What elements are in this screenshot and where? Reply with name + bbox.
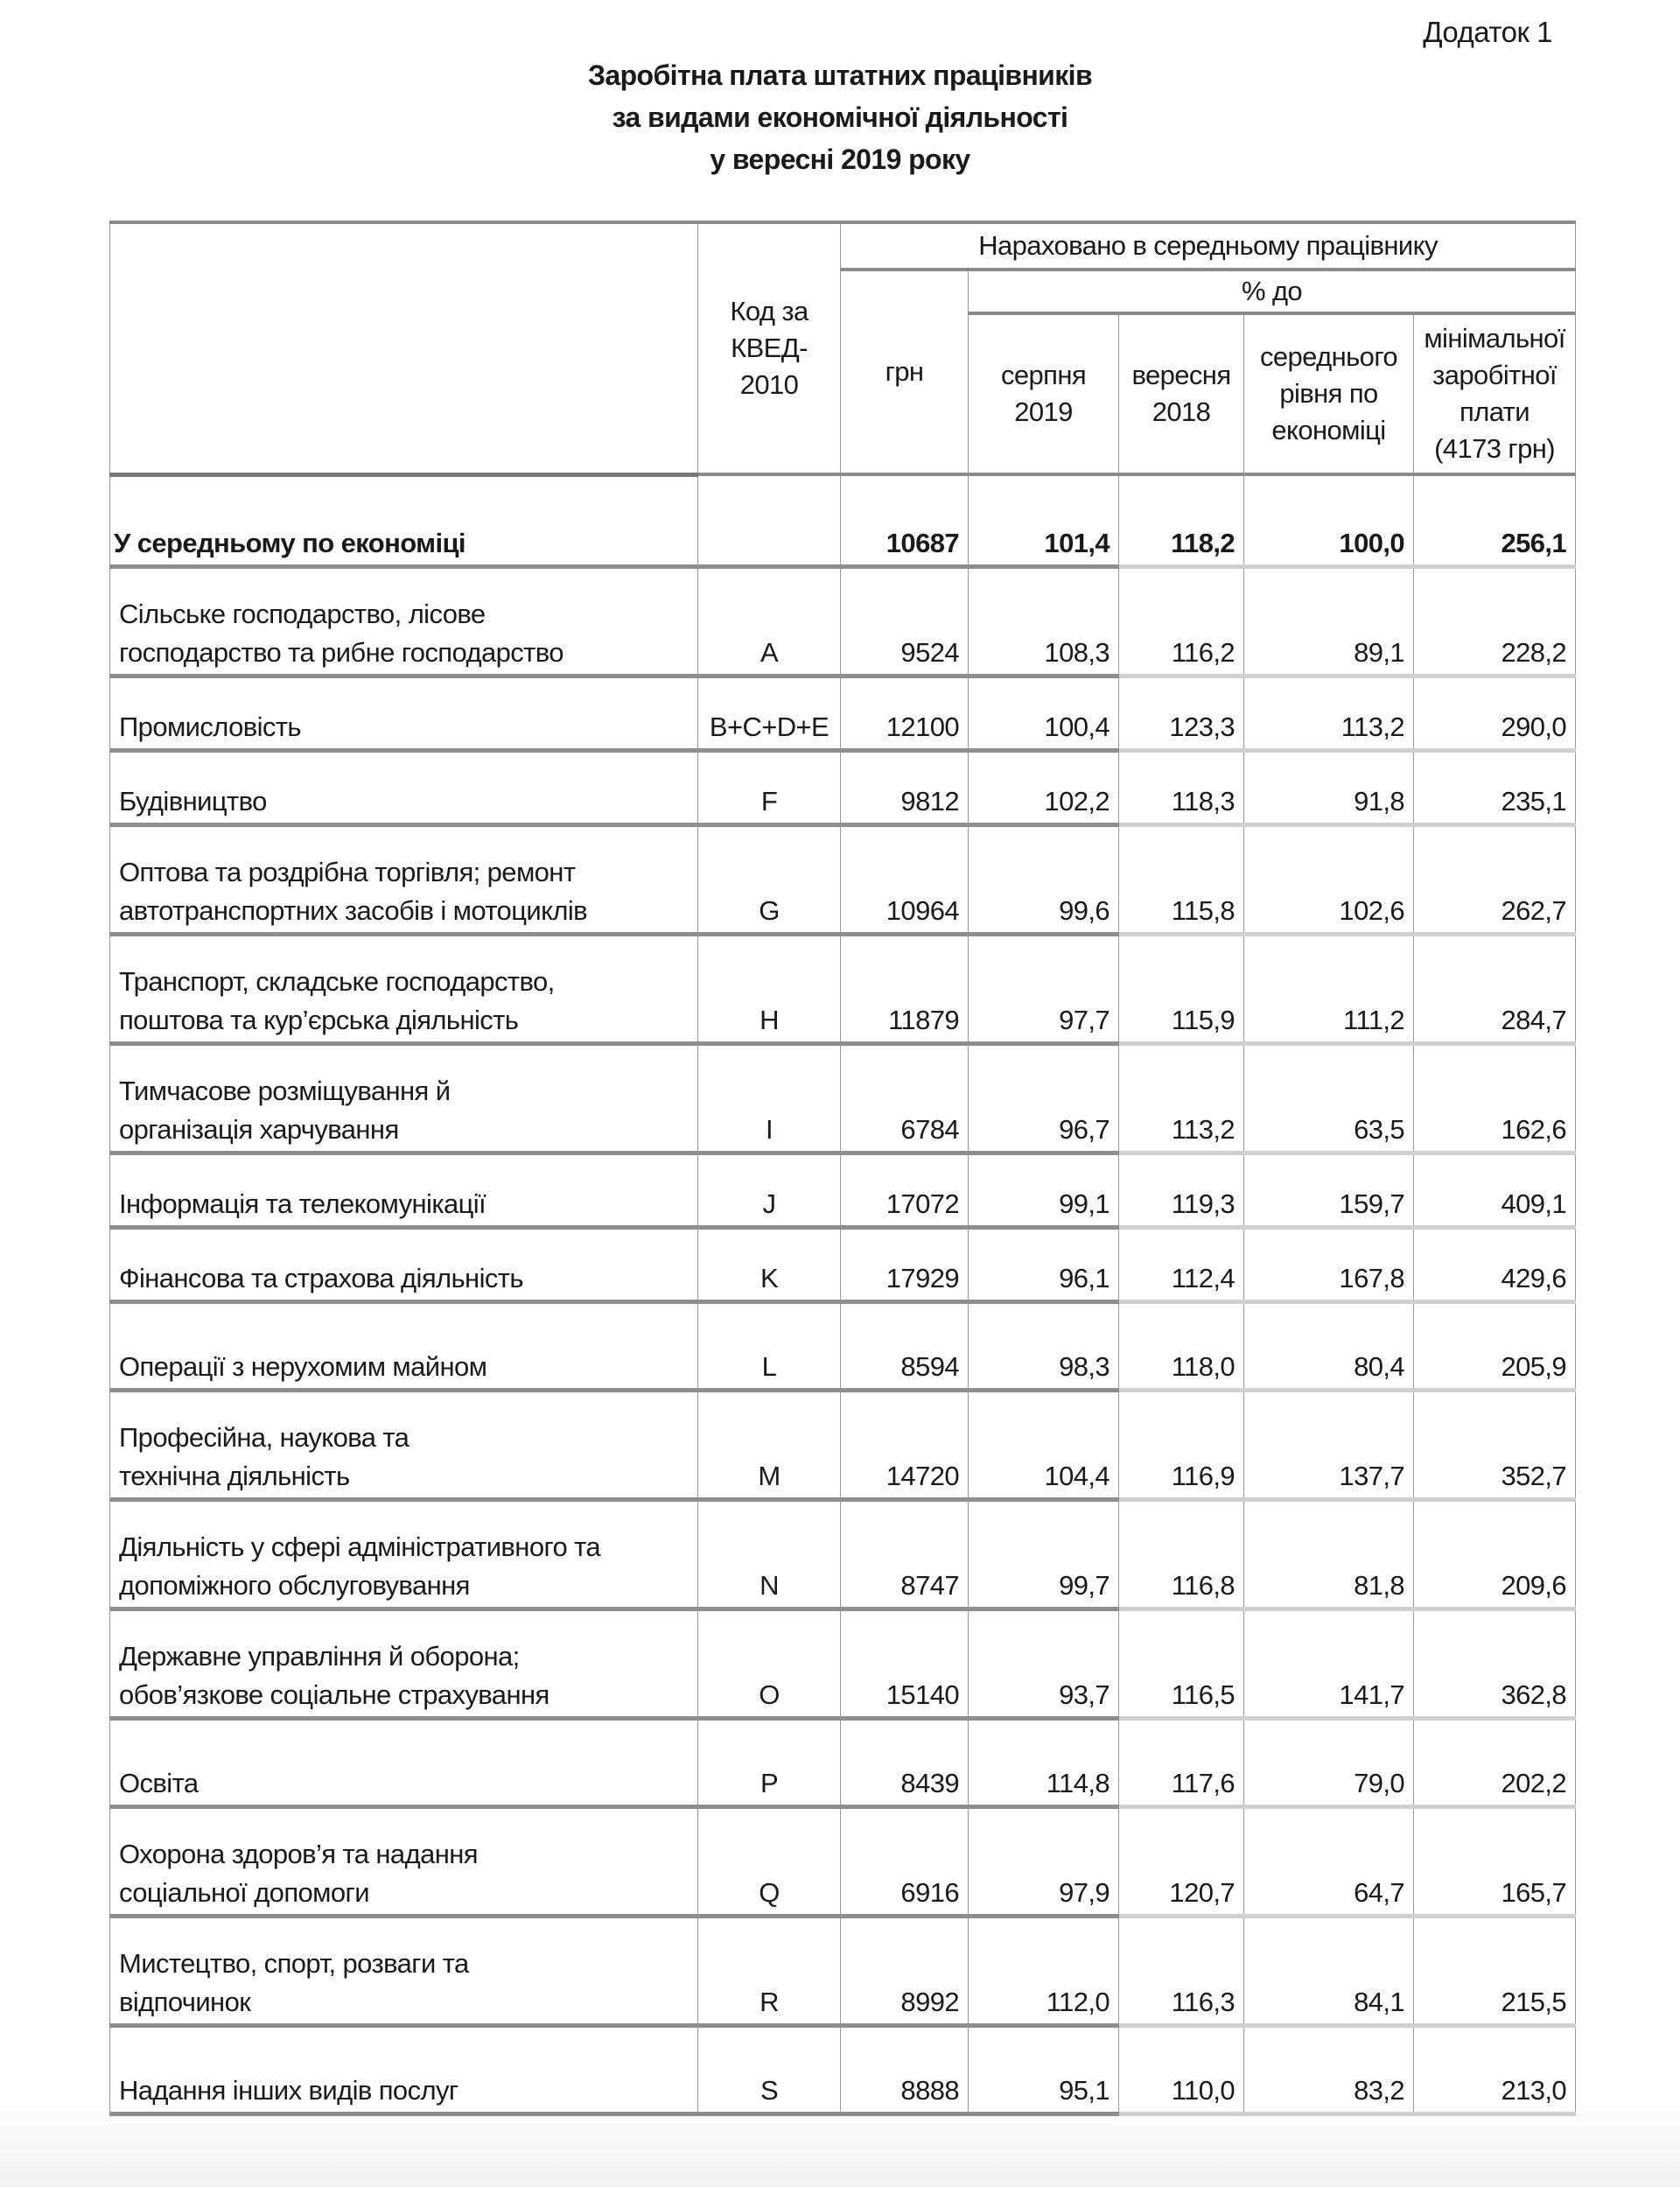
pct-aug2019: 108,3 xyxy=(969,566,1119,676)
pct-min-wage: 228,2 xyxy=(1414,566,1576,676)
pct-aug2019: 100,4 xyxy=(969,676,1119,750)
table-row xyxy=(110,1153,1576,1227)
pct-aug2019: 112,0 xyxy=(969,1916,1119,2025)
pct-min-wage: 215,5 xyxy=(1414,1916,1576,2025)
pct-sep2018: 110,0 xyxy=(1119,2025,1244,2113)
pct-avg-economy: 141,7 xyxy=(1244,1609,1414,1718)
pct-sep2018: 119,3 xyxy=(1119,1153,1244,1227)
pct-avg-economy: 91,8 xyxy=(1244,750,1414,824)
activity-name xyxy=(110,2025,698,2113)
table-row xyxy=(110,1301,1576,1390)
pct-avg-economy: 102,6 xyxy=(1244,824,1414,934)
salary-uah: 8992 xyxy=(841,1916,969,2025)
activity-name-line: Сільське господарство, лісове xyxy=(119,598,486,629)
activity-name xyxy=(110,934,698,1043)
activity-name-line: Охорона здоров’я та надання xyxy=(119,1838,478,1869)
table-row xyxy=(110,1916,1576,2025)
activity-name-line: Діяльність у сфері адміністративного та xyxy=(119,1531,601,1562)
table-row xyxy=(110,566,1576,676)
pct-aug2019: 99,6 xyxy=(969,824,1119,934)
activity-name xyxy=(110,1153,698,1227)
pct-min-wage: 213,0 xyxy=(1414,2025,1576,2113)
salary-uah: 8747 xyxy=(841,1499,969,1609)
appendix-label: Додаток 1 xyxy=(1423,16,1552,48)
kved-code: K xyxy=(698,1227,841,1301)
pct-avg-economy: 159,7 xyxy=(1244,1153,1414,1227)
table-row xyxy=(110,1609,1576,1718)
activity-name-line: допоміжного обслуговування xyxy=(119,1569,470,1601)
pct-avg-economy: 89,1 xyxy=(1244,566,1414,676)
activity-name xyxy=(110,1390,698,1499)
salary-uah: 8888 xyxy=(841,2025,969,2113)
header-uah: грн xyxy=(841,270,969,474)
activity-name xyxy=(110,566,698,676)
pct-min-wage: 284,7 xyxy=(1414,934,1576,1043)
activity-name-line: Операції з нерухомим майном xyxy=(119,1350,487,1382)
salary-uah: 10964 xyxy=(841,824,969,934)
activity-name xyxy=(110,1609,698,1718)
pct-aug2019: 99,1 xyxy=(969,1153,1119,1227)
pct-avg-economy: 81,8 xyxy=(1244,1499,1414,1609)
activity-name xyxy=(110,474,698,566)
pct-sep2018: 112,4 xyxy=(1119,1227,1244,1301)
kved-code xyxy=(698,474,841,566)
pct-aug2019: 96,7 xyxy=(969,1043,1119,1153)
title-line-2: за видами економічної діяльності xyxy=(612,102,1068,133)
table-row xyxy=(110,1499,1576,1609)
pct-min-wage: 235,1 xyxy=(1414,750,1576,824)
kved-code: G xyxy=(698,824,841,934)
wages-table xyxy=(109,221,1576,2116)
pct-sep2018: 116,9 xyxy=(1119,1390,1244,1499)
activity-name-line: технічна діяльність xyxy=(119,1460,350,1491)
pct-sep2018: 116,2 xyxy=(1119,566,1244,676)
pct-sep2018: 115,8 xyxy=(1119,824,1244,934)
pct-aug2019: 101,4 xyxy=(969,474,1119,566)
kved-code: M xyxy=(698,1390,841,1499)
pct-aug2019: 114,8 xyxy=(969,1718,1119,1806)
kved-code: R xyxy=(698,1916,841,2025)
kved-code: L xyxy=(698,1301,841,1390)
activity-name xyxy=(110,1718,698,1806)
activity-name-line: Освіта xyxy=(119,1767,199,1798)
kved-code: A xyxy=(698,566,841,676)
title-line-1: Заробітна плата штатних працівників xyxy=(587,60,1093,91)
title-line-3: у вересні 2019 року xyxy=(710,144,970,175)
activity-name xyxy=(110,1916,698,2025)
pct-min-wage: 429,6 xyxy=(1414,1227,1576,1301)
activity-name xyxy=(110,1227,698,1301)
activity-name-line: організація харчування xyxy=(119,1113,399,1145)
table-header xyxy=(110,222,1576,474)
table-row xyxy=(110,934,1576,1043)
table-row-total xyxy=(110,474,1576,566)
kved-code: J xyxy=(698,1153,841,1227)
activity-name-line: поштова та кур’єрська діяльність xyxy=(119,1004,519,1035)
salary-uah: 11879 xyxy=(841,934,969,1043)
kved-code: H xyxy=(698,934,841,1043)
pct-min-wage: 362,8 xyxy=(1414,1609,1576,1718)
pct-min-wage: 409,1 xyxy=(1414,1153,1576,1227)
activity-name xyxy=(110,1301,698,1390)
activity-name-line: автотранспортних засобів і мотоциклів xyxy=(119,894,588,926)
pct-min-wage: 165,7 xyxy=(1414,1806,1576,1916)
kved-code: B+C+D+E xyxy=(698,676,841,750)
pct-avg-economy: 80,4 xyxy=(1244,1301,1414,1390)
activity-name xyxy=(110,750,698,824)
activity-name-line: відпочинок xyxy=(119,1986,251,2017)
activity-name xyxy=(110,676,698,750)
pct-min-wage: 202,2 xyxy=(1414,1718,1576,1806)
table-row xyxy=(110,750,1576,824)
table-row xyxy=(110,1390,1576,1499)
pct-sep2018: 116,8 xyxy=(1119,1499,1244,1609)
header-accrued-group: Нараховано в середньому працівнику xyxy=(841,222,1576,270)
pct-aug2019: 93,7 xyxy=(969,1609,1119,1718)
pct-aug2019: 104,4 xyxy=(969,1390,1119,1499)
salary-uah: 12100 xyxy=(841,676,969,750)
header-code: Код за КВЕД- 2010 xyxy=(698,222,841,474)
kved-code: N xyxy=(698,1499,841,1609)
pct-sep2018: 118,2 xyxy=(1119,474,1244,566)
pct-avg-economy: 84,1 xyxy=(1244,1916,1414,2025)
pct-avg-economy: 167,8 xyxy=(1244,1227,1414,1301)
pct-sep2018: 117,6 xyxy=(1119,1718,1244,1806)
activity-name-line: Транспорт, складське господарство, xyxy=(119,965,555,997)
pct-sep2018: 123,3 xyxy=(1119,676,1244,750)
pct-aug2019: 97,7 xyxy=(969,934,1119,1043)
salary-uah: 15140 xyxy=(841,1609,969,1718)
kved-code: Q xyxy=(698,1806,841,1916)
table-body xyxy=(110,474,1576,2113)
pct-avg-economy: 111,2 xyxy=(1244,934,1414,1043)
activity-name xyxy=(110,1499,698,1609)
header-percent-group: % до xyxy=(969,270,1576,313)
pct-avg-economy: 100,0 xyxy=(1244,474,1414,566)
kved-code: S xyxy=(698,2025,841,2113)
pct-aug2019: 97,9 xyxy=(969,1806,1119,1916)
pct-aug2019: 96,1 xyxy=(969,1227,1119,1301)
header-activity-blank xyxy=(110,222,698,474)
activity-name xyxy=(110,1806,698,1916)
pct-min-wage: 262,7 xyxy=(1414,824,1576,934)
kved-code: P xyxy=(698,1718,841,1806)
activity-name-line: обов’язкове соціальне страхування xyxy=(119,1679,550,1710)
salary-uah: 9524 xyxy=(841,566,969,676)
salary-uah: 8439 xyxy=(841,1718,969,1806)
pct-aug2019: 98,3 xyxy=(969,1301,1119,1390)
activity-name-line: Мистецтво, спорт, розваги та xyxy=(119,1947,469,1979)
pct-sep2018: 116,3 xyxy=(1119,1916,1244,2025)
pct-sep2018: 116,5 xyxy=(1119,1609,1244,1718)
header-sep2018: вересня 2018 xyxy=(1119,313,1244,474)
table-row xyxy=(110,1806,1576,1916)
pct-min-wage: 209,6 xyxy=(1414,1499,1576,1609)
salary-uah: 10687 xyxy=(841,474,969,566)
pct-aug2019: 102,2 xyxy=(969,750,1119,824)
activity-name-line: Оптова та роздрібна торгівля; ремонт xyxy=(119,856,576,887)
table-row xyxy=(110,1043,1576,1153)
salary-uah: 17072 xyxy=(841,1153,969,1227)
activity-name-line: Будівництво xyxy=(119,785,267,817)
salary-uah: 14720 xyxy=(841,1390,969,1499)
pct-sep2018: 118,3 xyxy=(1119,750,1244,824)
pct-avg-economy: 137,7 xyxy=(1244,1390,1414,1499)
activity-name xyxy=(110,824,698,934)
pct-avg-economy: 79,0 xyxy=(1244,1718,1414,1806)
header-avg-economy: середнього рівня по економіці xyxy=(1244,313,1414,474)
pct-avg-economy: 63,5 xyxy=(1244,1043,1414,1153)
activity-name-line: господарство та рибне господарство xyxy=(119,636,564,668)
pct-sep2018: 118,0 xyxy=(1119,1301,1244,1390)
pct-aug2019: 95,1 xyxy=(969,2025,1119,2113)
pct-avg-economy: 64,7 xyxy=(1244,1806,1414,1916)
activity-name-line: Професійна, наукова та xyxy=(119,1421,410,1453)
pct-min-wage: 290,0 xyxy=(1414,676,1576,750)
kved-code: F xyxy=(698,750,841,824)
activity-name-line: Тимчасове розміщування й xyxy=(119,1075,451,1106)
pct-min-wage: 256,1 xyxy=(1414,474,1576,566)
salary-uah: 6784 xyxy=(841,1043,969,1153)
activity-name-line: Фінансова та страхова діяльність xyxy=(119,1262,523,1293)
header-min-wage: мінімальної заробітної плати (4173 грн) xyxy=(1414,313,1576,474)
pct-min-wage: 205,9 xyxy=(1414,1301,1576,1390)
pct-aug2019: 99,7 xyxy=(969,1499,1119,1609)
pct-avg-economy: 113,2 xyxy=(1244,676,1414,750)
kved-code: I xyxy=(698,1043,841,1153)
table-row xyxy=(110,2025,1576,2113)
pct-min-wage: 162,6 xyxy=(1414,1043,1576,1153)
activity-name-line: Державне управління й оборона; xyxy=(119,1640,520,1672)
pct-sep2018: 115,9 xyxy=(1119,934,1244,1043)
table-row xyxy=(110,1718,1576,1806)
header-aug2019: серпня 2019 xyxy=(969,313,1119,474)
activity-name-line: соціальної допомоги xyxy=(119,1876,369,1908)
activity-name-line: У середньому по економіці xyxy=(114,527,466,558)
activity-name-line: Інформація та телекомунікації xyxy=(119,1188,486,1219)
activity-name-line: Промисловість xyxy=(119,711,301,742)
salary-uah: 17929 xyxy=(841,1227,969,1301)
kved-code: O xyxy=(698,1609,841,1718)
salary-uah: 6916 xyxy=(841,1806,969,1916)
pct-min-wage: 352,7 xyxy=(1414,1390,1576,1499)
table-row xyxy=(110,676,1576,750)
activity-name-line: Надання інших видів послуг xyxy=(119,2074,458,2106)
activity-name xyxy=(110,1043,698,1153)
salary-uah: 9812 xyxy=(841,750,969,824)
salary-uah: 8594 xyxy=(841,1301,969,1390)
table-row xyxy=(110,824,1576,934)
pct-sep2018: 113,2 xyxy=(1119,1043,1244,1153)
document-title xyxy=(0,54,1680,180)
pct-sep2018: 120,7 xyxy=(1119,1806,1244,1916)
table-row xyxy=(110,1227,1576,1301)
pct-avg-economy: 83,2 xyxy=(1244,2025,1414,2113)
